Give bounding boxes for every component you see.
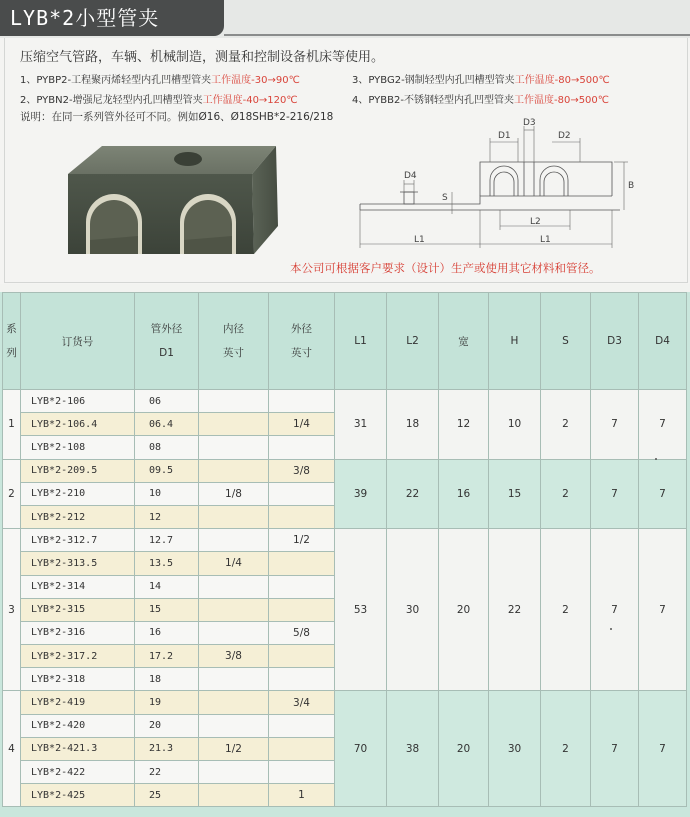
series-number: 1 [3, 390, 21, 460]
dim-l2: 22 [387, 459, 439, 529]
product-intro-section [0, 0, 690, 284]
dim-d3: 7 [591, 691, 639, 807]
outer-inch [269, 505, 335, 528]
dim-s: 2 [541, 691, 591, 807]
outer-diameter: 15 [135, 598, 199, 621]
outer-inch [269, 714, 335, 737]
table-row [3, 390, 687, 413]
material-item [20, 71, 300, 86]
dim-l1: 70 [335, 691, 387, 807]
header-inner-inch [199, 293, 269, 390]
series-number: 2 [3, 459, 21, 529]
header-s: S [541, 293, 591, 390]
dim-d3: 7 [591, 459, 639, 529]
inner-inch [199, 621, 269, 644]
order-number: LYB*2-106 [21, 390, 135, 413]
header-inner-line1: 内径 [223, 323, 244, 335]
outer-inch [269, 436, 335, 459]
header-outer-diameter [135, 293, 199, 390]
dim-h: 10 [489, 390, 541, 460]
outer-inch: 1 [269, 784, 335, 807]
order-number: LYB*2-209.5 [21, 459, 135, 482]
order-number: LYB*2-108 [21, 436, 135, 459]
inner-inch [199, 598, 269, 621]
outer-diameter: 18 [135, 668, 199, 691]
inner-inch [199, 714, 269, 737]
outer-diameter: 10 [135, 482, 199, 505]
dim-h: 30 [489, 691, 541, 807]
dim-l2: 30 [387, 529, 439, 691]
outer-diameter: 14 [135, 575, 199, 598]
dim-s: 2 [541, 459, 591, 529]
inner-inch: 1/2 [199, 737, 269, 760]
header-od-line1: 管外径 [150, 323, 183, 335]
order-number: LYB*2-419 [21, 691, 135, 714]
table-header-row [3, 293, 687, 390]
dim-l1: 31 [335, 390, 387, 460]
outer-diameter: 12 [135, 505, 199, 528]
dim-d3: 7 [591, 529, 639, 691]
header-order-no: 订货号 [21, 293, 135, 390]
header-outer-line2: 英寸 [291, 347, 312, 359]
label-l1: L1 [414, 235, 425, 245]
dim-l2: 38 [387, 691, 439, 807]
outer-diameter: 21.3 [135, 737, 199, 760]
dim-l2: 18 [387, 390, 439, 460]
outer-diameter: 19 [135, 691, 199, 714]
order-number: LYB*2-421.3 [21, 737, 135, 760]
outer-diameter: 16 [135, 621, 199, 644]
inner-inch [199, 529, 269, 552]
label-s: S [442, 193, 448, 203]
outer-diameter: 12.7 [135, 529, 199, 552]
dim-width: 16 [439, 459, 489, 529]
page-title: LYB*2小型管夹 [0, 0, 224, 36]
label-d2: D2 [558, 131, 571, 141]
dim-h: 22 [489, 529, 541, 691]
material-name: 1、PYBP2-工程聚丙烯轻型内孔凹槽型管夹 [20, 75, 212, 86]
material-item [352, 91, 609, 106]
order-number: LYB*2-420 [21, 714, 135, 737]
inner-inch [199, 413, 269, 436]
outer-inch: 1/2 [269, 529, 335, 552]
inner-inch [199, 668, 269, 691]
header-outer-line1: 外径 [291, 323, 312, 335]
inner-inch [199, 436, 269, 459]
outer-inch [269, 552, 335, 575]
spec-table [2, 292, 687, 807]
outer-inch [269, 575, 335, 598]
inner-inch: 3/8 [199, 645, 269, 668]
dim-width: 20 [439, 691, 489, 807]
print-speck [655, 458, 657, 460]
outer-inch: 1/4 [269, 413, 335, 436]
outer-inch [269, 598, 335, 621]
outer-diameter: 08 [135, 436, 199, 459]
outer-inch [269, 645, 335, 668]
clamp-product-image [62, 140, 288, 258]
outer-inch [269, 482, 335, 505]
outer-inch: 3/4 [269, 691, 335, 714]
inner-inch [199, 761, 269, 784]
dim-d4: 7 [639, 529, 687, 691]
outer-diameter: 25 [135, 784, 199, 807]
outer-inch [269, 761, 335, 784]
order-number: LYB*2-314 [21, 575, 135, 598]
dim-width: 12 [439, 390, 489, 460]
order-number: LYB*2-315 [21, 598, 135, 621]
outer-diameter: 22 [135, 761, 199, 784]
dim-l1: 39 [335, 459, 387, 529]
series-note: 说明：在同一系列管外径可不同。例如Ø16、Ø18SHB*2-216/218 [20, 111, 334, 123]
header-series-line2: 列 [6, 347, 17, 359]
table-row [3, 459, 687, 482]
outer-diameter: 20 [135, 714, 199, 737]
dim-d4: 7 [639, 691, 687, 807]
table-row [3, 529, 687, 552]
header-l2: L2 [387, 293, 439, 390]
order-number: LYB*2-210 [21, 482, 135, 505]
order-number: LYB*2-212 [21, 505, 135, 528]
material-item [352, 71, 610, 86]
inner-inch [199, 575, 269, 598]
header-outer-inch [269, 293, 335, 390]
order-number: LYB*2-312.7 [21, 529, 135, 552]
material-name: 2、PYBN2-增强尼龙轻型内孔凹槽型管夹 [20, 95, 203, 106]
series-number: 4 [3, 691, 21, 807]
header-series-line1: 系 [6, 323, 17, 335]
outer-diameter: 06 [135, 390, 199, 413]
header-h: H [489, 293, 541, 390]
dim-h: 15 [489, 459, 541, 529]
outer-diameter: 17.2 [135, 645, 199, 668]
dim-s: 2 [541, 529, 591, 691]
order-number: LYB*2-422 [21, 761, 135, 784]
outer-inch: 3/8 [269, 459, 335, 482]
label-d3: D3 [523, 118, 536, 128]
header-series [3, 293, 21, 390]
outer-inch [269, 737, 335, 760]
dim-d4: 7 [639, 459, 687, 529]
inner-inch [199, 505, 269, 528]
outer-inch [269, 668, 335, 691]
inner-inch [199, 459, 269, 482]
dim-width: 20 [439, 529, 489, 691]
inner-inch [199, 784, 269, 807]
header-d3: D3 [591, 293, 639, 390]
material-name: 3、PYBG2-钢制轻型内孔凹槽型管夹 [352, 75, 515, 86]
order-number: LYB*2-425 [21, 784, 135, 807]
table-row [3, 691, 687, 714]
dim-d3: 7 [591, 390, 639, 460]
inner-inch [199, 390, 269, 413]
header-inner-line2: 英寸 [223, 347, 244, 359]
order-number: LYB*2-317.2 [21, 645, 135, 668]
series-number: 3 [3, 529, 21, 691]
inner-inch [199, 691, 269, 714]
dim-s: 2 [541, 390, 591, 460]
outer-inch [269, 390, 335, 413]
order-number: LYB*2-106.4 [21, 413, 135, 436]
material-temperature: 工作温度-40→120℃ [202, 95, 298, 106]
label-d4: D4 [404, 171, 417, 181]
custom-order-note: 本公司可根据客户要求（设计）生产或使用其它材料和管径。 [290, 261, 601, 275]
label-b: B [628, 181, 635, 191]
outer-diameter: 09.5 [135, 459, 199, 482]
label-l1-right: L1 [540, 235, 551, 245]
outer-diameter: 06.4 [135, 413, 199, 436]
material-temperature: 工作温度-80→500℃ [514, 75, 610, 86]
header-d4: D4 [639, 293, 687, 390]
header-od-line2: D1 [159, 347, 174, 359]
dimension-drawing [340, 118, 640, 258]
inner-inch: 1/8 [199, 482, 269, 505]
inner-inch: 1/4 [199, 552, 269, 575]
order-number: LYB*2-318 [21, 668, 135, 691]
order-number: LYB*2-313.5 [21, 552, 135, 575]
material-temperature: 工作温度-30→90℃ [211, 75, 300, 86]
dim-l1: 53 [335, 529, 387, 691]
outer-inch: 5/8 [269, 621, 335, 644]
print-speck [610, 628, 612, 630]
outer-diameter: 13.5 [135, 552, 199, 575]
application-description: 压缩空气管路，车辆、机械制造，测量和控制设备机床等使用。 [20, 50, 385, 65]
material-temperature: 工作温度-80→500℃ [513, 95, 610, 106]
order-number: LYB*2-316 [21, 621, 135, 644]
label-d1: D1 [498, 131, 511, 141]
material-name: 4、PYBB2-不锈钢轻型内孔凹型管夹 [352, 95, 514, 106]
header-width: 宽 [439, 293, 489, 390]
spec-table-section [0, 292, 690, 817]
label-l2: L2 [530, 217, 541, 227]
dim-d4: 7 [639, 390, 687, 460]
header-l1: L1 [335, 293, 387, 390]
material-item [20, 91, 298, 106]
title-underline [224, 34, 690, 36]
